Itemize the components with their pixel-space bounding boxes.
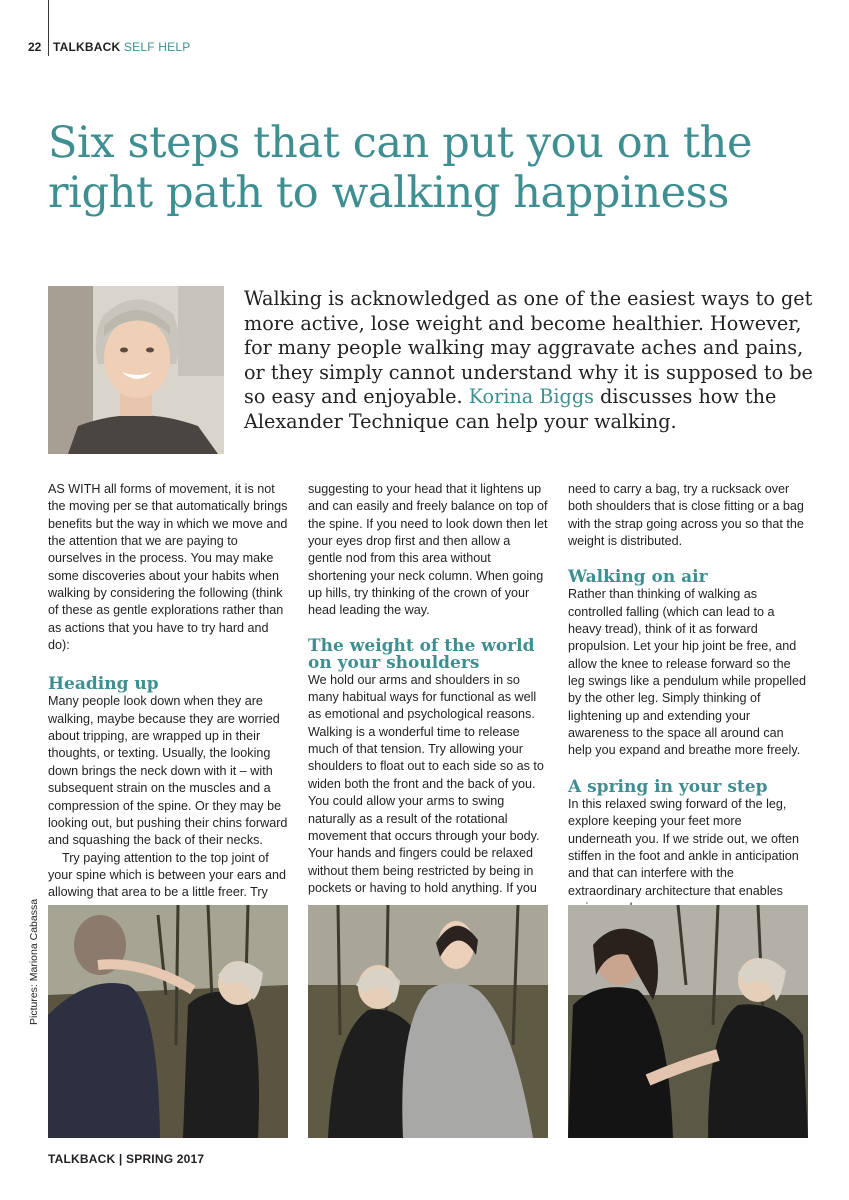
- body-paragraph: We hold our arms and shoulders in so many habitual ways for functional as well as emotional and psychological reasons. Walking is a wonderful time to release much of that tension. Try allowing your shoulders to float out to each side so as to widen both the front and the back of you. You could allow your arms to swing naturally as a result of the rotational movement that occurs through your body. Your hands and fingers could be relaxed without them being restricted by being in pockets or having to hold anything. If you: [308, 672, 544, 895]
- body-paragraph: Rather than thinking of walking as controlled falling (which can lead to a heavy tread), think of it as forward propulsion. Let your hip joint be free, and allow the knee to release forward so the leg swings like a pendulum while propelled by the other leg. Simply thinking of lightening up and extending your awareness to the space all around can help you expand and breathe more freely.: [568, 587, 807, 758]
- section-label: [53, 40, 190, 54]
- body-paragraph: In this relaxed swing forward of the leg, explore keeping your feet more underneath you. If we stride out, we often stiffen in the foot and ankle in anticipation and that can interfere with the extraordinary architecture that enables: [568, 796, 800, 898]
- photo-credit: Pictures: Mariona Cabassa: [28, 898, 40, 1025]
- photo-hip-guidance: [568, 905, 808, 1138]
- photo-neck-release: [48, 905, 288, 1138]
- footer-publication: TALKBACK: [48, 1152, 116, 1166]
- subheading-weight-of-world: The weight of the world on your shoulders: [308, 635, 535, 673]
- footer-separator: |: [118, 1152, 123, 1166]
- subheading-heading-up: Heading up: [48, 674, 159, 695]
- body-paragraph: Try paying attention to the top joint of your spine which is between your ears and allowing that area to be a little freer. Try: [48, 850, 287, 900]
- author-name: Korina Biggs: [468, 385, 594, 408]
- standfirst: [244, 287, 829, 434]
- article-column-3: [568, 481, 808, 898]
- standfirst-text-after: discusses how the Alexander Technique can help your walking.: [244, 385, 777, 433]
- footer: [48, 1152, 204, 1166]
- publication-name: TALKBACK: [53, 40, 121, 54]
- article-headline: Six steps that can put you on the right path to walking happiness: [48, 118, 753, 218]
- subheading-walking-on-air: Walking on air: [568, 567, 708, 588]
- body-paragraph: need to carry a bag, try a rucksack over both shoulders that is close fitting or a bag with the strap going across you so that the weight is distributed.: [568, 482, 804, 549]
- photo-shoulders: [308, 905, 548, 1138]
- subheading-spring-in-step: A spring in your step: [568, 776, 768, 797]
- article-column-2: [308, 481, 548, 893]
- article-column-1: [48, 481, 288, 900]
- author-portrait: [48, 286, 224, 454]
- body-paragraph: suggesting to your head that it lightens up and can easily and freely balance on top of the spine. If you need to look down then let your eyes drop first and then allow a gentle nod from this area without shortening your neck column. When going up hills, try thinking of the crown of your head leading the way.: [308, 482, 548, 618]
- intro-paragraph: AS WITH all forms of movement, it is not the moving per se that automatically brings benefits but the way in which we move and the attention that we are paying to ourselves in the process. You may make some discoveries about your habits when walking by considering the following (think of these as gentle explorations rather than as actions that you have to try hard and do):: [48, 482, 288, 653]
- body-paragraph: Many people look down when they are walking, maybe because they are worried about tripping, are wrapped up in their thoughts, or texting. Usually, the looking down brings the neck down with it – with subsequent strain on the muscles and a compression of the spine. Or they may be looking out, but pushing their chins forward and squashing the back of their necks.: [48, 694, 288, 848]
- header-rule: [48, 0, 49, 56]
- page-number: 22: [28, 40, 42, 54]
- section-name: SELF HELP: [123, 40, 191, 54]
- footer-issue: SPRING 2017: [126, 1152, 205, 1166]
- standfirst-text: Walking is acknowledged as one of the easiest ways to get more active, lose weight and become healthier. However, for many people walking may aggravate aches and pains, or they simply cannot understand why it is supposed to be so easy and enjoyable.: [244, 287, 813, 408]
